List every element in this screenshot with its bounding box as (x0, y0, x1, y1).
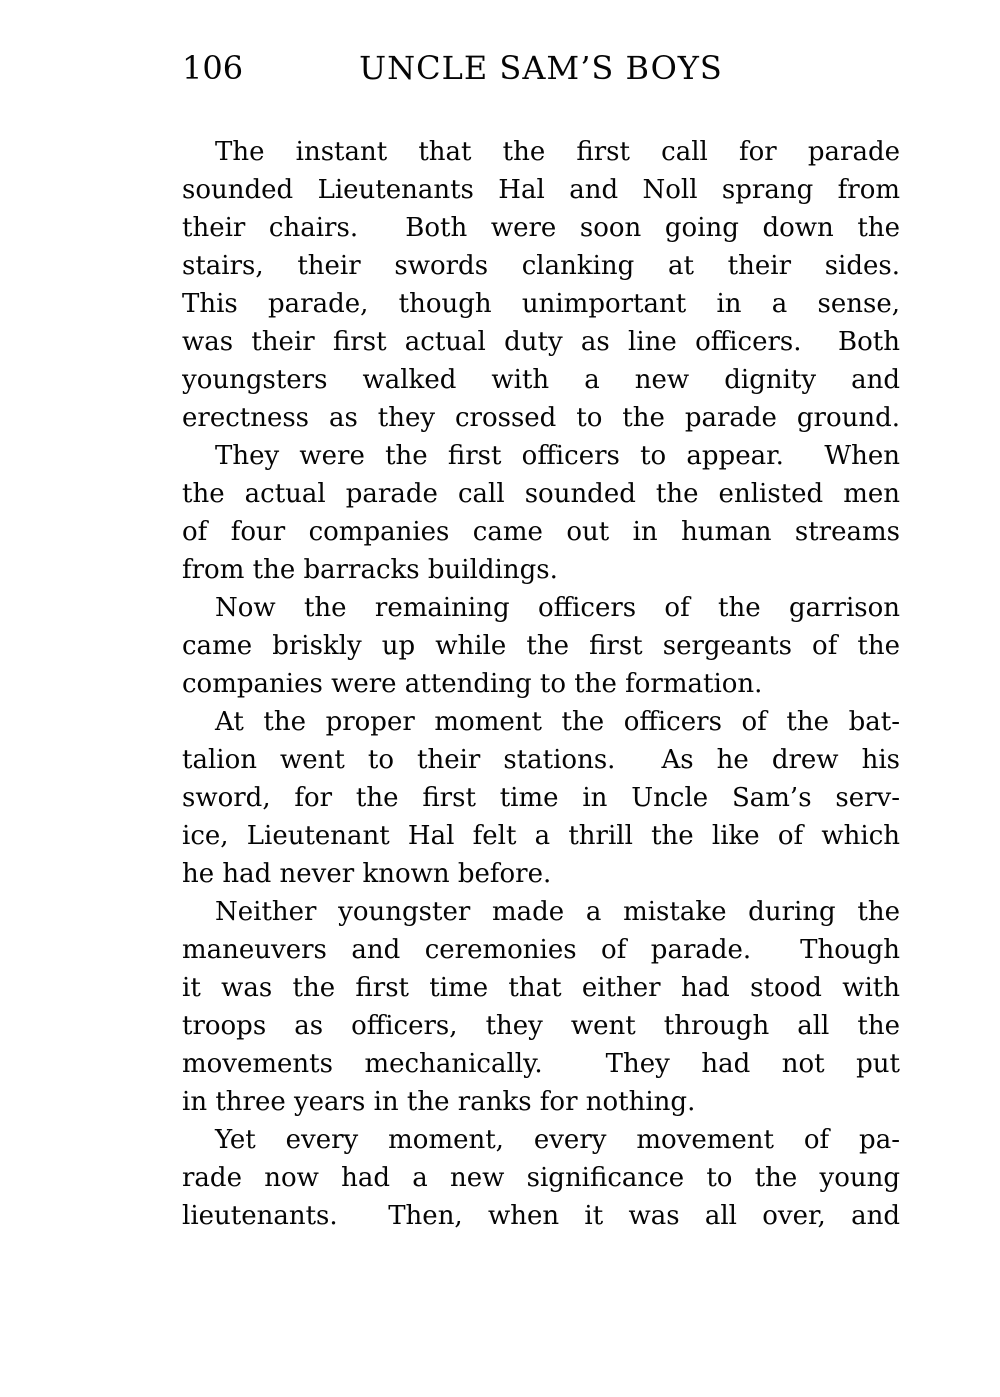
paragraph-1 (182, 133, 900, 437)
text-line: talion went to their stations. As he drew his (182, 745, 900, 775)
text-line: They were the first officers to appear. When (215, 441, 900, 471)
text-line: At the proper moment the officers of the bat- (215, 707, 900, 737)
text-line: in three years in the ranks for nothing. (182, 1087, 696, 1117)
text-line: Neither youngster made a mistake during the (215, 897, 900, 927)
page-number: 106 (182, 49, 244, 87)
paragraph-5 (182, 893, 900, 1121)
text-line: rade now had a new significance to the young (182, 1163, 900, 1193)
text-line: erectness as they crossed to the parade ground. (182, 403, 900, 433)
paragraph-4 (182, 703, 900, 893)
text-line: he had never known before. (182, 859, 552, 889)
text-line: Now the remaining officers of the garrison (215, 593, 900, 623)
text-line: companies were attending to the formation. (182, 669, 763, 699)
text-line: sword, for the first time in Uncle Sam’s serv- (182, 783, 900, 813)
text-line: sounded Lieutenants Hal and Noll sprang from (182, 175, 900, 205)
text-line: stairs, their swords clanking at their sides. (182, 251, 900, 281)
text-line: The instant that the first call for parade (215, 137, 900, 167)
paragraph-2 (182, 437, 900, 589)
paragraph-3 (182, 589, 900, 703)
text-line: of four companies came out in human streams (182, 517, 900, 547)
text-line: movements mechanically. They had not put (182, 1049, 900, 1079)
body-text (182, 133, 900, 1235)
text-line: Yet every moment, every movement of pa- (215, 1125, 900, 1155)
running-header (182, 50, 900, 92)
text-line: youngsters walked with a new dignity and (182, 365, 900, 395)
text-line: their chairs. Both were soon going down the (182, 213, 900, 243)
text-line: was their first actual duty as line officers. Both (182, 327, 900, 357)
text-line: from the barracks buildings. (182, 555, 558, 585)
text-line: it was the first time that either had stood with (182, 973, 900, 1003)
text-line: ice, Lieutenant Hal felt a thrill the like of which (182, 821, 900, 851)
text-line: troops as officers, they went through all the (182, 1011, 900, 1041)
paragraph-6 (182, 1121, 900, 1235)
text-line: This parade, though unimportant in a sense, (182, 289, 900, 319)
text-line: lieutenants. Then, when it was all over, and (182, 1201, 900, 1231)
running-title: UNCLE SAM’S BOYS (359, 49, 723, 87)
text-line: the actual parade call sounded the enlisted men (182, 479, 900, 509)
text-line: came briskly up while the first sergeants of the (182, 631, 900, 661)
text-line: maneuvers and ceremonies of parade. Though (182, 935, 900, 965)
